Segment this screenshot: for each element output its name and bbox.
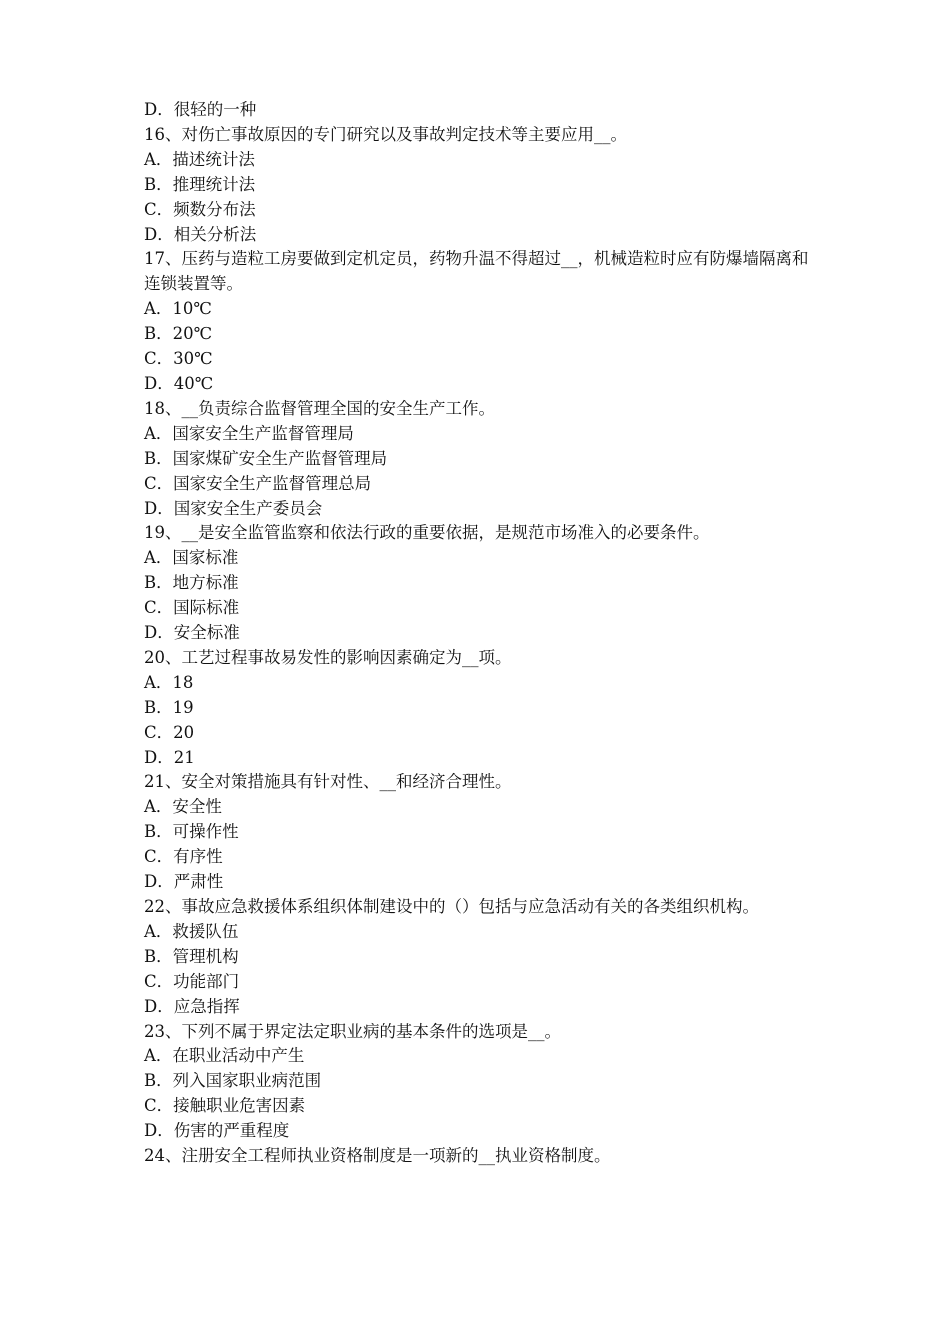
option-c: C．有序性 — [144, 847, 223, 867]
option-d: D．伤害的严重程度 — [144, 1121, 290, 1141]
option-c: C．20 — [144, 722, 195, 742]
option-a: A．国家标准 — [144, 548, 239, 568]
option-c: C．功能部门 — [144, 971, 240, 991]
option-a: A．在职业活动中产生 — [144, 1046, 305, 1066]
question-23: 23、下列不属于界定法定职业病的基本条件的选项是__。 — [144, 1021, 561, 1041]
option-b: B．列入国家职业病范围 — [144, 1071, 322, 1091]
option-b: B．管理机构 — [144, 946, 239, 966]
option-b: B．19 — [144, 697, 194, 717]
question-19: 19、__是安全监管监察和依法行政的重要依据，是规范市场准入的必要条件。 — [144, 523, 710, 543]
question-22: 22、事故应急救援体系组织体制建设中的（）包括与应急活动有关的各类组织机构。 — [144, 897, 759, 916]
option-c: C．30℃ — [144, 349, 213, 369]
text-line: D．很轻的一种 — [144, 100, 257, 119]
option-b: B．20℃ — [144, 324, 213, 344]
option-b: B．可操作性 — [144, 822, 239, 842]
option-c: C．国际标准 — [144, 598, 240, 618]
option-a: A．10℃ — [144, 299, 212, 319]
document-body — [144, 98, 812, 1169]
option-a: A．安全性 — [144, 797, 222, 817]
question-20: 20、工艺过程事故易发性的影响因素确定为__项。 — [144, 647, 512, 667]
option-b: B．地方标准 — [144, 573, 239, 593]
option-c: C．接触职业危害因素 — [144, 1096, 306, 1116]
option-a: A．救援队伍 — [144, 921, 239, 941]
question-21: 21、安全对策措施具有针对性、__和经济合理性。 — [144, 772, 512, 792]
question-24: 24、注册安全工程师执业资格制度是一项新的__执业资格制度。 — [144, 1146, 611, 1166]
option-d: D．安全标准 — [144, 623, 240, 643]
option-d: D．40℃ — [144, 373, 214, 393]
option-d: D．相关分析法 — [144, 224, 257, 244]
option-a: A．18 — [144, 672, 194, 692]
option-d: D．国家安全生产委员会 — [144, 498, 323, 518]
option-c: C．国家安全生产监督管理总局 — [144, 473, 372, 493]
option-b: B．国家煤矿安全生产监督管理局 — [144, 448, 388, 468]
question-16: 16、对伤亡事故原因的专门研究以及事故判定技术等主要应用__。 — [144, 124, 627, 144]
question-18: 18、__负责综合监督管理全国的安全生产工作。 — [144, 398, 495, 418]
option-d: D．应急指挥 — [144, 996, 240, 1016]
option-b: B．推理统计法 — [144, 174, 256, 194]
option-d: D．21 — [144, 747, 195, 767]
option-a: A．描述统计法 — [144, 149, 255, 169]
option-d: D．严肃性 — [144, 872, 224, 892]
question-17: 17、压药与造粒工房要做到定机定员，药物升温不得超过__，机械造粒时应有防爆墙隔离和连锁装置等。 — [144, 249, 809, 294]
option-c: C．频数分布法 — [144, 199, 256, 219]
option-a: A．国家安全生产监督管理局 — [144, 423, 354, 443]
